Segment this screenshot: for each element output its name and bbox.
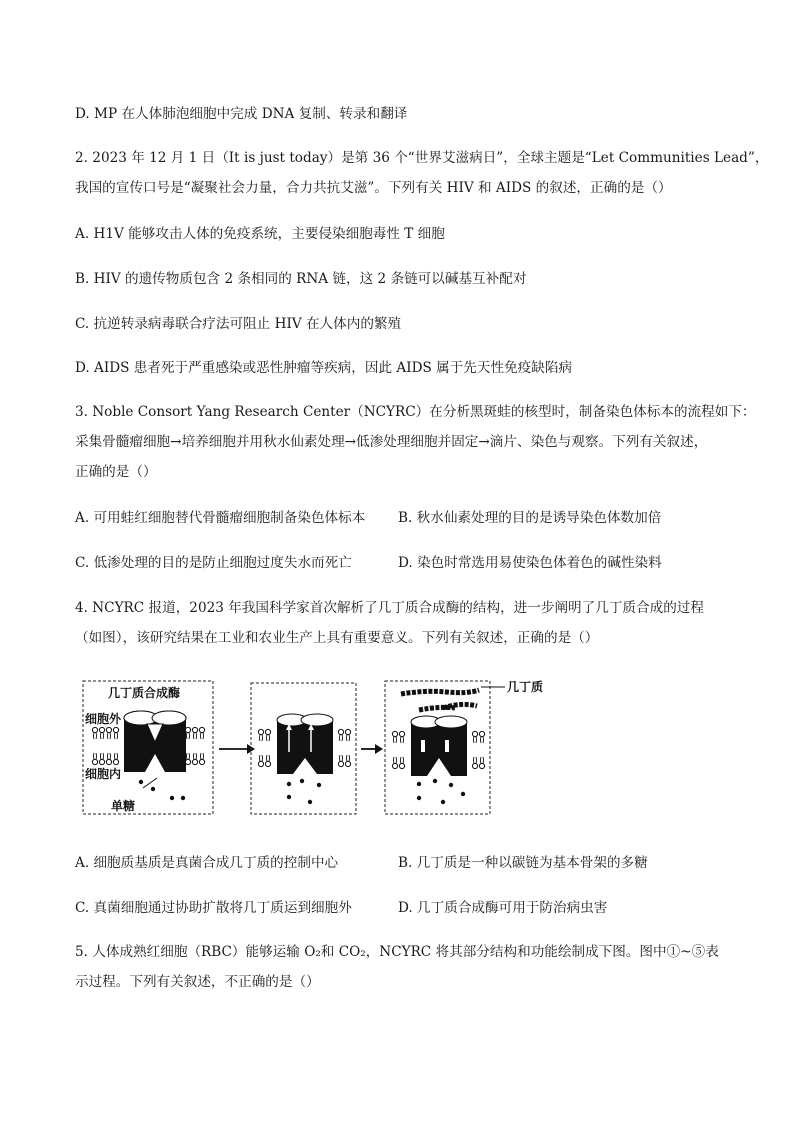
q4-option-c: C. 真菌细胞通过协助扩散将几丁质运到细胞外 <box>75 900 352 916</box>
label-inside: 细胞内 <box>85 767 122 781</box>
membrane-right-1 <box>185 727 204 764</box>
q2-stem-line2: 我国的宣传口号是“凝聚社会力量，合力共抗艾滋”。下列有关 HIV 和 AIDS 的叙述，正确的是（） <box>75 180 672 196</box>
q4-option-b: B. 几丁质是一种以碳链为基本骨架的多糖 <box>398 855 648 871</box>
membrane-left-1 <box>92 727 118 764</box>
enzyme-2 <box>277 714 333 774</box>
q3-stem-line3: 正确的是（） <box>75 464 157 480</box>
q3-option-d: D. 染色时常选用易使染色体着色的碱性染料 <box>398 555 662 571</box>
label-chitin: 几丁质 <box>507 680 544 694</box>
chitin-chains <box>401 690 479 710</box>
q5-stem-line1: 5. 人体成熟红细胞（RBC）能够运输 O₂和 CO₂，NCYRC 将其部分结构和功能绘制成下图。图中①~⑤表 <box>75 944 719 960</box>
q2-option-a: A. H1V 能够攻击人体的免疫系统，主要侵染细胞毒性 T 细胞 <box>75 226 445 242</box>
q4-option-d: D. 几丁质合成酶可用于防治病虫害 <box>398 900 608 916</box>
label-monosaccharide: 单糖 <box>111 799 136 813</box>
q1-option-d: D. MP 在人体肺泡细胞中完成 DNA 复制、转录和翻译 <box>75 106 408 122</box>
q3-option-b: B. 秋水仙素处理的目的是诱导染色体数加倍 <box>398 510 662 526</box>
q3-stem-line2: 采集骨髓瘤细胞→培养细胞并用秋水仙素处理→低渗处理细胞并固定→滴片、染色与观察。下列有关叙述， <box>75 434 708 450</box>
q4-stem-line1: 4. NCYRC 报道，2023 年我国科学家首次解析了几丁质合成酶的结构，进一步阐明了几丁质合成的过程 <box>75 600 704 616</box>
q4-stem-line2: （如图），该研究结果在工业和农业生产上具有重要意义。下列有关叙述，正确的是（） <box>75 630 599 646</box>
q2-option-b: B. HIV 的遗传物质包含 2 条相同的 RNA 链，这 2 条链可以碱基互补配对 <box>75 271 527 287</box>
chitin-synthase-figure <box>75 672 544 822</box>
q2-stem-line1: 2. 2023 年 12 月 1 日（It is just today）是第 36 个“世界艾滋病日”，全球主题是“Let Communities Lead”， <box>75 150 769 166</box>
q3-option-a: A. 可用蛙红细胞替代骨髓瘤细胞制备染色体标本 <box>75 510 366 526</box>
q2-option-c: C. 抗逆转录病毒联合疗法可阻止 HIV 在人体内的繁殖 <box>75 316 402 332</box>
q2-option-d: D. AIDS 患者死于严重感染或恶性肿瘤等疾病，因此 AIDS 属于先天性免疫缺陷病 <box>75 360 573 376</box>
q4-option-a: A. 细胞质基质是真菌合成几丁质的控制中心 <box>75 855 339 871</box>
arrow-1 <box>219 744 255 754</box>
enzyme-1 <box>124 711 186 772</box>
q3-option-c: C. 低渗处理的目的是防止细胞过度失水而死亡 <box>75 555 352 571</box>
label-outside: 细胞外 <box>85 712 122 726</box>
arrow-2 <box>361 744 383 754</box>
q3-stem-line1: 3. Noble Consort Yang Research Center（NCYRC）在分析黑斑蛙的核型时，制备染色体标本的流程如下： <box>75 404 756 420</box>
q5-stem-line2: 示过程。下列有关叙述，不正确的是（） <box>75 974 320 990</box>
label-enzyme: 几丁质合成酶 <box>108 686 181 700</box>
enzyme-3 <box>411 716 467 776</box>
